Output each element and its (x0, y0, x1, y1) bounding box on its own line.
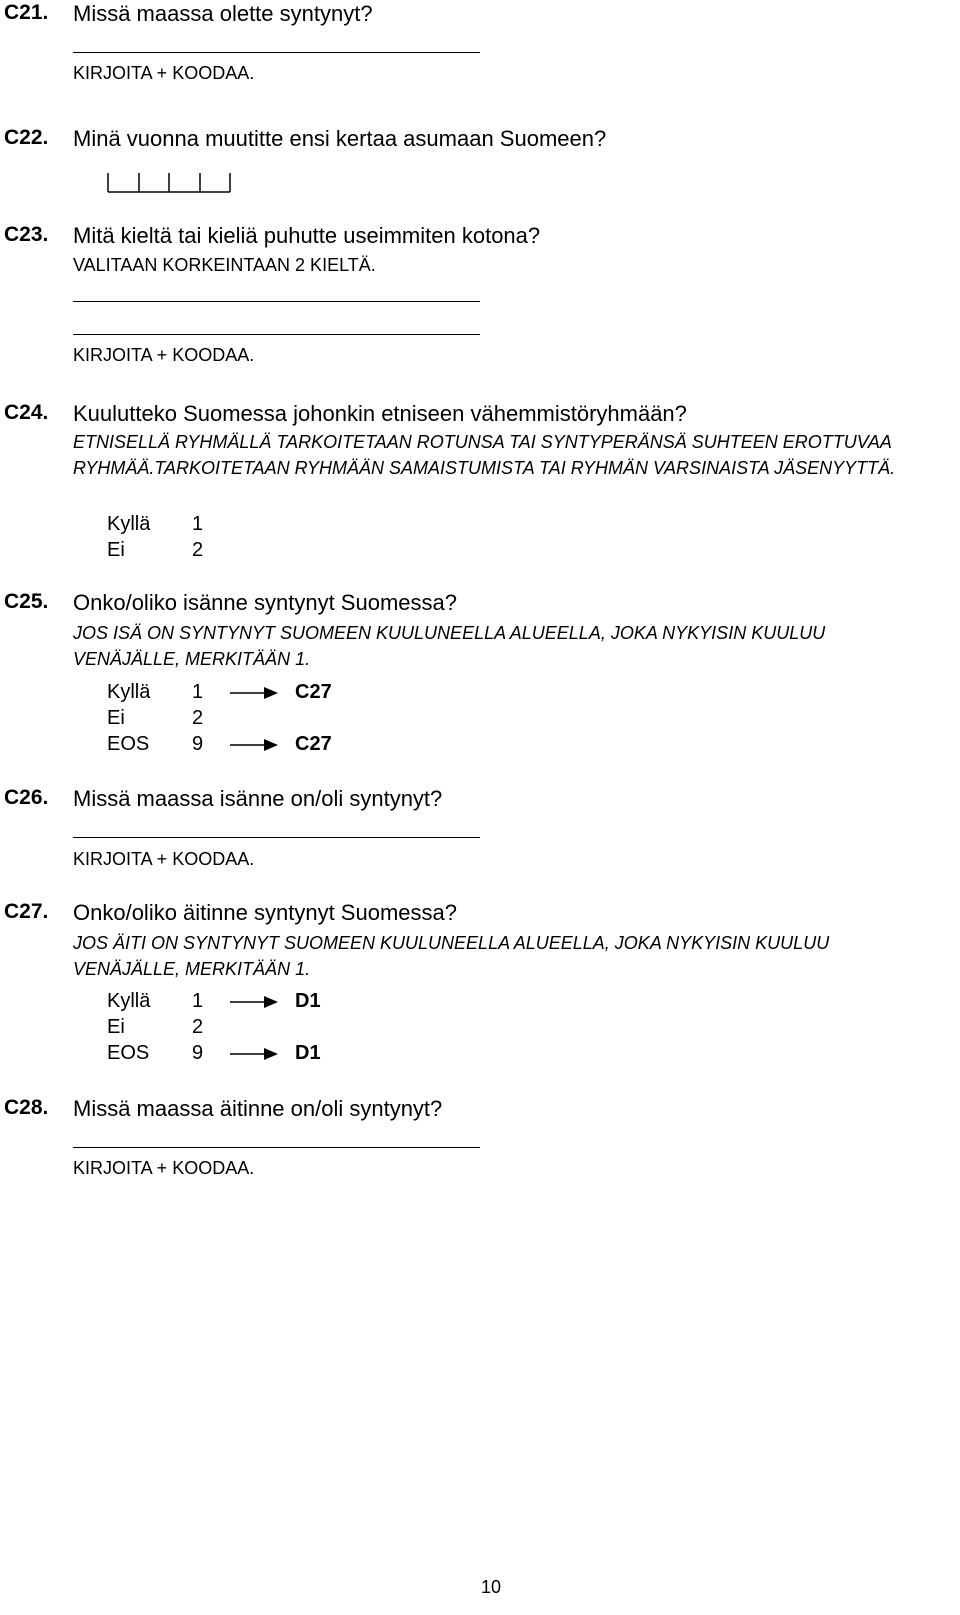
question-number-c22: C22. (4, 126, 49, 149)
question-text-c28: Missä maassa äitinne on/oli syntynyt? (73, 1096, 443, 1121)
option-code-2[interactable]: 2 (192, 1016, 204, 1038)
option-label-kylla: Kyllä (107, 513, 151, 535)
answer-line-c28[interactable] (73, 1147, 480, 1148)
instruction-c27: JOS ÄITI ON SYNTYNYT SUOMEEN KUULUNEELLA ALUEELLA, JOKA NYKYISIN KUULUU VENÄJÄLLE, MERKITÄÄN 1. (73, 933, 830, 979)
page-number: 10 (481, 1577, 502, 1597)
option-label-eos: EOS (107, 1042, 150, 1064)
write-code-instruction-c21: KIRJOITA + KOODAA. (73, 63, 255, 83)
question-text-c27: Onko/oliko äitinne syntynyt Suomessa? (73, 900, 457, 925)
option-label-ei: Ei (107, 539, 125, 561)
write-code-instruction-c26: KIRJOITA + KOODAA. (73, 849, 255, 869)
question-text-c22: Minä vuonna muutitte ensi kertaa asumaan Suomeen? (73, 126, 607, 151)
year-answer-boxes[interactable] (106, 173, 236, 193)
skip-target-c25-eos: C27 (295, 733, 332, 755)
option-label-ei: Ei (107, 1016, 125, 1038)
skip-target-c25-kylla: C27 (295, 681, 332, 703)
question-text-c26: Missä maassa isänne on/oli syntynyt? (73, 786, 443, 811)
question-number-c28: C28. (4, 1096, 49, 1119)
question-number-c27: C27. (4, 900, 49, 923)
option-code-1[interactable]: 1 (192, 990, 204, 1012)
question-number-c24: C24. (4, 401, 49, 424)
instruction-c25: JOS ISÄ ON SYNTYNYT SUOMEEN KUULUNEELLA ALUEELLA, JOKA NYKYISIN KUULUU VENÄJÄLLE, MERKITÄÄN 1. (73, 623, 826, 669)
question-text-c21: Missä maassa olette syntynyt? (73, 1, 373, 26)
option-code-1[interactable]: 1 (192, 681, 204, 703)
instruction-c24: ETNISELLÄ RYHMÄLLÄ TARKOITETAAN ROTUNSA TAI SYNTYPERÄNSÄ SUHTEEN EROTTUVAA RYHMÄÄ.TARKOITETAAN RYHMÄÄN SAMAISTUMISTA TAI RYHMÄN VARSINAISTA JÄSENYYTTÄ. (73, 432, 896, 478)
answer-line-c23-1[interactable] (73, 301, 480, 302)
question-number-c25: C25. (4, 590, 49, 613)
question-text-c23: Mitä kieltä tai kieliä puhutte useimmiten kotona? (73, 223, 541, 248)
question-number-c21: C21. (4, 1, 49, 24)
answer-line-c26[interactable] (73, 837, 480, 838)
option-label-ei: Ei (107, 707, 125, 729)
answer-line-c23-2[interactable] (73, 334, 480, 335)
skip-target-c27-kylla: D1 (295, 990, 321, 1012)
option-label-eos: EOS (107, 733, 150, 755)
write-code-instruction-c23: KIRJOITA + KOODAA. (73, 345, 255, 365)
option-label-kylla: Kyllä (107, 990, 151, 1012)
skip-arrow-icon (230, 1047, 278, 1061)
answer-line-c21[interactable] (73, 52, 480, 53)
question-text-c24: Kuulutteko Suomessa johonkin etniseen vähemmistöryhmään? (73, 401, 687, 426)
option-code-1[interactable]: 1 (192, 513, 204, 535)
skip-arrow-icon (230, 686, 278, 700)
question-number-c26: C26. (4, 786, 49, 809)
write-code-instruction-c28: KIRJOITA + KOODAA. (73, 1158, 255, 1178)
question-text-c25: Onko/oliko isänne syntynyt Suomessa? (73, 590, 457, 615)
option-code-9[interactable]: 9 (192, 1042, 204, 1064)
option-label-kylla: Kyllä (107, 681, 151, 703)
instruction-c23: VALITAAN KORKEINTAAN 2 KIELTÄ. (73, 255, 376, 275)
option-code-9[interactable]: 9 (192, 733, 204, 755)
skip-arrow-icon (230, 738, 278, 752)
skip-arrow-icon (230, 995, 278, 1009)
question-number-c23: C23. (4, 223, 49, 246)
skip-target-c27-eos: D1 (295, 1042, 321, 1064)
option-code-2[interactable]: 2 (192, 539, 204, 561)
option-code-2[interactable]: 2 (192, 707, 204, 729)
